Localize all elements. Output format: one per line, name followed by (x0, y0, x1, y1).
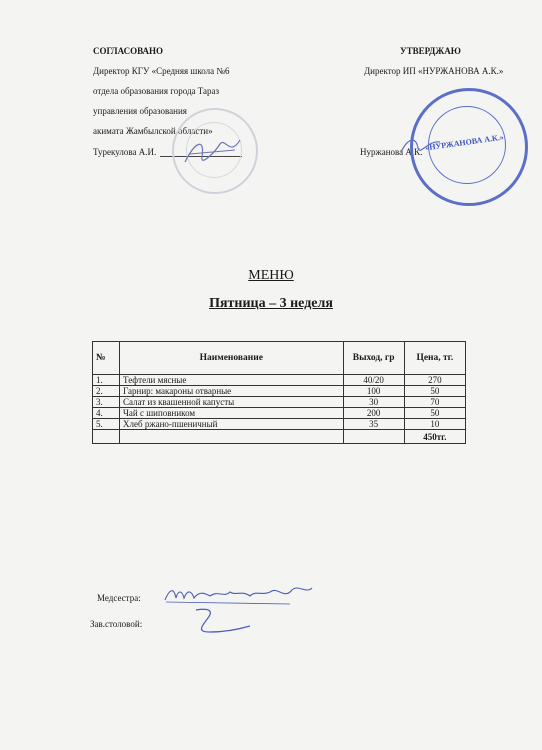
approval-right-signer: Нуржанова А.К. (360, 147, 423, 157)
canteen-signature (188, 604, 258, 638)
table-row (93, 397, 466, 408)
table-row (93, 408, 466, 419)
page-title: МЕНЮ (248, 268, 294, 283)
row-price: 50 (404, 408, 465, 419)
page-subtitle: Пятница – 3 неделя (209, 296, 333, 311)
row-output: 100 (343, 386, 404, 397)
table-row (93, 375, 466, 386)
header-num: № (93, 342, 120, 375)
director-signature (180, 132, 250, 172)
row-price: 70 (404, 397, 465, 408)
row-price: 10 (404, 419, 465, 430)
row-price: 50 (404, 386, 465, 397)
row-num: 4. (93, 408, 120, 419)
row-num: 1. (93, 375, 120, 386)
header-name: Наименование (120, 342, 344, 375)
company-stamp-text: «НУРЖАНОВА А.К.» (424, 132, 505, 153)
row-num: 5. (93, 419, 120, 430)
approver-signature (398, 130, 448, 160)
canteen-label: Зав.столовой: (90, 619, 143, 629)
row-output: 200 (343, 408, 404, 419)
approval-left-line1: Директор КГУ «Средняя школа №6 (93, 66, 230, 76)
row-num: 3. (93, 397, 120, 408)
nurse-label: Медсестра: (97, 593, 141, 603)
row-output: 35 (343, 419, 404, 430)
row-output: 30 (343, 397, 404, 408)
table-header-row (93, 342, 466, 375)
total-empty-1 (93, 430, 120, 444)
table-row (93, 419, 466, 430)
approval-left-line4: акимата Жамбылской области» (93, 126, 213, 136)
menu-table (92, 341, 466, 444)
approval-left-label: СОГЛАСОВАНО (93, 46, 164, 56)
row-name: Чай с шиповником (120, 408, 344, 419)
row-name: Салат из квашенной капусты (120, 397, 344, 408)
row-name: Гарнир: макароны отварные (120, 386, 344, 397)
header-price: Цена, тг. (404, 342, 465, 375)
table-row (93, 386, 466, 397)
row-name: Тефтели мясные (120, 375, 344, 386)
header-output: Выход, гр (343, 342, 404, 375)
row-price: 270 (404, 375, 465, 386)
total-empty-3 (343, 430, 404, 444)
total-row (93, 430, 466, 444)
row-num: 2. (93, 386, 120, 397)
approval-right-label: УТВЕРДЖАЮ (400, 46, 461, 56)
row-name: Хлеб ржано-пшеничный (120, 419, 344, 430)
total-empty-2 (120, 430, 344, 444)
total-price: 450тг. (404, 430, 465, 444)
row-output: 40/20 (343, 375, 404, 386)
approval-left-line3: управления образования (93, 106, 187, 116)
approval-right-line1: Директор ИП «НУРЖАНОВА А.К.» (364, 66, 504, 76)
approval-left-line2: отдела образования города Тараз (93, 86, 220, 96)
approval-left-signer: Турекулова А.И. (93, 147, 157, 157)
